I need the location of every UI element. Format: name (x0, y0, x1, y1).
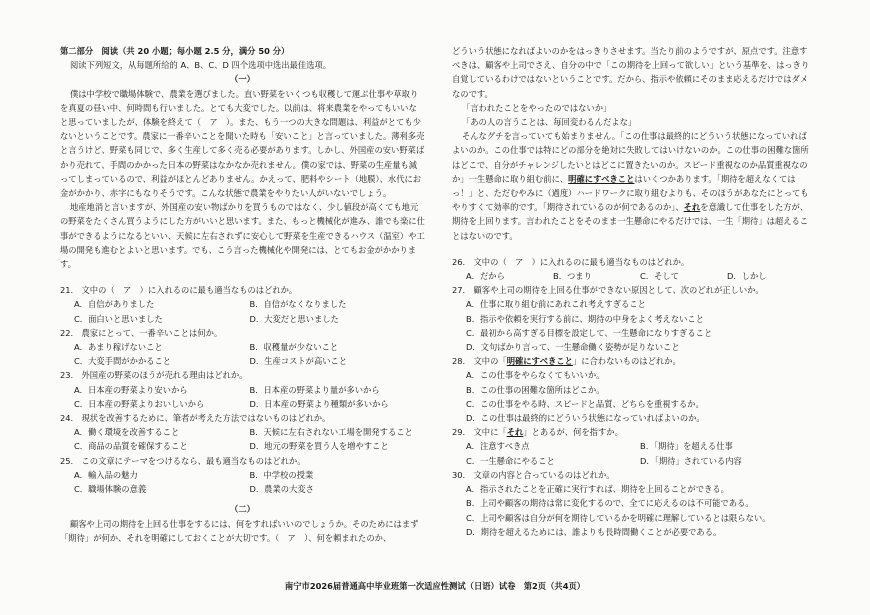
option-a[interactable]: A．仕事に取り組む前にあれこれ考えすぎること (466, 299, 646, 310)
quote-1: 「言われたことをやったのではないか」 (461, 102, 612, 113)
option-c[interactable]: C．一生懸命にやること (466, 455, 555, 466)
para2-text-after: はいくつかあります。「期待を超えなくてはっ！」と、ただむやみに（過度）ハードワークに取り組むよりも、そのほうがあなたにとってもやりすくて効率的です。「期待されているのが何であるのか」、 (452, 173, 809, 213)
option-b[interactable]: B．収穫量が少ないこと (249, 342, 339, 353)
option-a[interactable]: A．日本産の野菜より安いから (74, 384, 188, 395)
question-23 (60, 368, 425, 411)
option-d[interactable]: D．生産コストが高いこと (249, 356, 348, 367)
question-stem: 24. 現状を改善するために、筆者が考えた方法ではないものはどれか。 (60, 413, 331, 424)
quote-2: 「あの人の言うことは、毎回変わるんだよな」 (461, 117, 637, 128)
para2-text: そんなグチを言っていても始まりません。「この仕事は最終的にどういう状態になっていればよいのか。この仕事では特にどの部分を絶対に失敗してはいけないのか。この仕事の困難な箇所はどこで、自分がチャレンジしたいとはどこに置きたいのか。スピード重視なのか品質重視なのか」一生懸命に取り組む前に、 (452, 131, 809, 184)
question-25 (60, 454, 425, 497)
option-d[interactable]: D．期待を超えるためには、誰よりも長時間働くことが必要である。 (466, 526, 722, 537)
question-stem: 21. 文中の（ ア ）に入れるのに最も適当なものはどれか。 (60, 285, 298, 296)
question-stem: 22. 農家にとって、一番辛いことは何か。 (60, 327, 223, 338)
option-c[interactable]: C．大変手間がかかること (74, 356, 172, 367)
option-a[interactable]: A．輸入品の魅力 (74, 469, 138, 480)
question-22 (60, 326, 425, 369)
passage2-para1-cont: どういう状態になればよいのかをはっきりさせます。当たり前のようですが、原点です。注意すべきは、顧客や上司でさえ、自分の中で「この期待を上回って欲しい」という基準を、はっきり自覚しているわけではないということです。だから、指示や依頼にそのまま応えるだけではダメなのです。 (452, 46, 810, 99)
question-30 (452, 468, 814, 539)
option-d[interactable]: D．「期待」されている内容 (640, 455, 742, 466)
question-stem: 25. この文章にテーマをつけるなら、最も適当なものはどれか。 (60, 455, 306, 466)
option-b[interactable]: B．天候に左右されない工場を開発すること (249, 427, 413, 438)
para2-text-end: を意識して仕事をした方が、期待を上回ります。言われたことをそのまま一生懸命にやるだけでは、一生「期待」は超えることはないのです。 (452, 202, 809, 241)
option-a[interactable]: A．この仕事をやらなくてもいいか。 (466, 370, 605, 381)
question-stem (452, 425, 814, 439)
question-stem: 30. 文章の内容と合っているのはどれか。 (452, 469, 615, 480)
option-d[interactable]: D．農業の大変さ (249, 484, 314, 495)
option-a[interactable]: A．自信がありました (74, 299, 155, 310)
passage2-label: （二） (230, 504, 255, 515)
option-c[interactable]: C．この仕事をやる時、スピードと品質、どちらを重視するか。 (466, 398, 704, 409)
passage2-para2 (452, 129, 814, 243)
question-26 (452, 255, 814, 283)
option-b[interactable]: B．指示や依頼を実行する前に、期待の中身をよく考えないこと (466, 313, 705, 324)
stem-underline: それ (506, 427, 524, 438)
option-a[interactable]: A．指示されたことを正確に実行すれば、期待を上回ることができる。 (466, 484, 729, 495)
question-28 (452, 354, 814, 425)
passage1-para2: 地産地消と言いますが、外国産の安い物ばかりを買うものではなく、少し値段が高くても地元の野菜をたくさん買うようにした方がいいと思います。また、もっと機械化が進み、誰でも楽に仕事ができるようになるといい、天候に左右されずに安心して野菜を生産できるハウス（温室）や工場の開発も進むとよいと思います。でも、こう言った機械化や開発には、とてもお金がかかります。 (60, 202, 425, 270)
left-column (60, 44, 425, 545)
right-column (452, 44, 814, 539)
instruction-text: 阅读下列短文，从每题所给的 A、B、C、D 四个选项中选出最佳选项。 (69, 60, 332, 71)
option-b[interactable]: B．中学校の授業 (249, 469, 314, 480)
stem-pre: 29. 文中に「 (452, 427, 507, 438)
option-c[interactable]: C．最初から高すぎる目標を設定して、一生懸命になりすぎること (466, 327, 713, 338)
option-b[interactable]: B．日本産の野菜より量が多いから (249, 384, 380, 395)
option-c[interactable]: C．日本産の野菜よりおいしいから (74, 398, 205, 409)
option-c[interactable]: C．そして (640, 271, 679, 282)
option-b[interactable]: B．上司や顧客の期待は常に変化するので、全てに応えるのは不可能である。 (466, 498, 754, 509)
option-a[interactable]: A．働く環境を改善すること (74, 427, 180, 438)
option-b[interactable]: B．「期待」を超える仕事 (640, 441, 733, 452)
passage1-label: （一） (230, 74, 255, 85)
stem-post: 」とあるが、何を指すか。 (523, 427, 623, 438)
underline-sore: それ (683, 202, 701, 213)
option-c[interactable]: C．商品の品質を確保すること (74, 441, 188, 452)
stem-underline: 明確にすべきこと (506, 356, 573, 367)
option-d[interactable]: D．大変だと思いました (249, 313, 339, 324)
option-d[interactable]: D．しかし (727, 271, 767, 282)
option-d[interactable]: D．文句ばかり言って、一生懸命働く姿勢が足りないこと (466, 342, 680, 353)
question-21 (60, 283, 425, 326)
option-c[interactable]: C．面白いと思いました (74, 313, 163, 324)
question-29 (452, 425, 814, 468)
option-b[interactable]: B．この仕事の困難な箇所はどこか。 (466, 384, 605, 395)
option-c[interactable]: C．職場体験の意義 (74, 484, 147, 495)
option-a[interactable]: A．だから (466, 271, 505, 282)
option-a[interactable]: A．注意すべき点 (466, 441, 530, 452)
question-27 (452, 283, 814, 354)
part-heading: 第二部分 阅读（共 20 小题；每小题 2.5 分，满分 50 分） (60, 46, 290, 56)
question-stem: 27. 顧客や上司の期待を上回る仕事ができない原因として、次のどれが正しいか。 (452, 285, 764, 296)
passage2-para1-start: 顧客や上司の期待を上回る仕事をするには、何をすればいいのでしょうか。そのためにはまず「期待」が何か、それを明確にしておくことが大切です。（ ア ）、何を頼まれたのか、 (60, 518, 419, 543)
passage1-para1: 僕は中学校で職場体験で、農業を選びました。直い野菜をいくつも収穫して運ぶ仕事や草取りを真夏の昼い中、何時間も行いました。とても大変でした。以前は、将来農業をやってもいいなと思っていましたが、体験を終えて（ ア ）。また、もう一つの大きな問題は、利益がとても少ないということです。農家に一番辛いことを聞いた時も「安いこと」と言っていました。薄利多売と言うけど、野菜も同じで、多く生産して多く売る必要があります。しかし、外国産の安い野菜ばかり売れて、手間のかかった日本の野菜はなかなか売れません。僕の家では、野菜の生産量も減ってしまっているので、利益がほとんどありません。かえって、肥料やシート（地膜）、水代にお金がかかり、赤字にもなりそうです。こんな状態で農業をやりたい人がいないでしょう。 (60, 88, 425, 199)
option-d[interactable]: D．地元の野菜を買う人を増やすこと (249, 441, 389, 452)
question-stem: 23. 外国産の野菜のほうが売れる理由はどれか。 (60, 370, 248, 381)
question-stem: 26. 文中の（ ア ）に入れるのに最も適当なものはどれか。 (452, 256, 690, 267)
question-24 (60, 411, 425, 454)
option-d[interactable]: D．日本産の野菜より種類が多いから (249, 398, 389, 409)
underline-clear-points: 明確にすべきこと (568, 173, 635, 184)
question-stem (452, 354, 814, 368)
option-c[interactable]: C．上司や顧客は自分が何を期待しているかを明確に理解しているとは限らない。 (466, 512, 771, 523)
option-b[interactable]: B．自信がなくなりました (249, 299, 347, 310)
option-a[interactable]: A．あまり稼げないこと (74, 342, 163, 353)
option-d[interactable]: D．この仕事は最終的にどういう状態になっていればよいのか。 (466, 413, 705, 424)
page-footer: 南宁市2026届普通高中毕业班第一次适应性测试（日语）试卷 第2页（共4页） (284, 581, 586, 591)
stem-pre: 28. 文中の「 (452, 356, 507, 367)
option-b[interactable]: B．つまり (553, 271, 592, 282)
stem-post: 」に合わないものはどれか。 (572, 356, 681, 367)
